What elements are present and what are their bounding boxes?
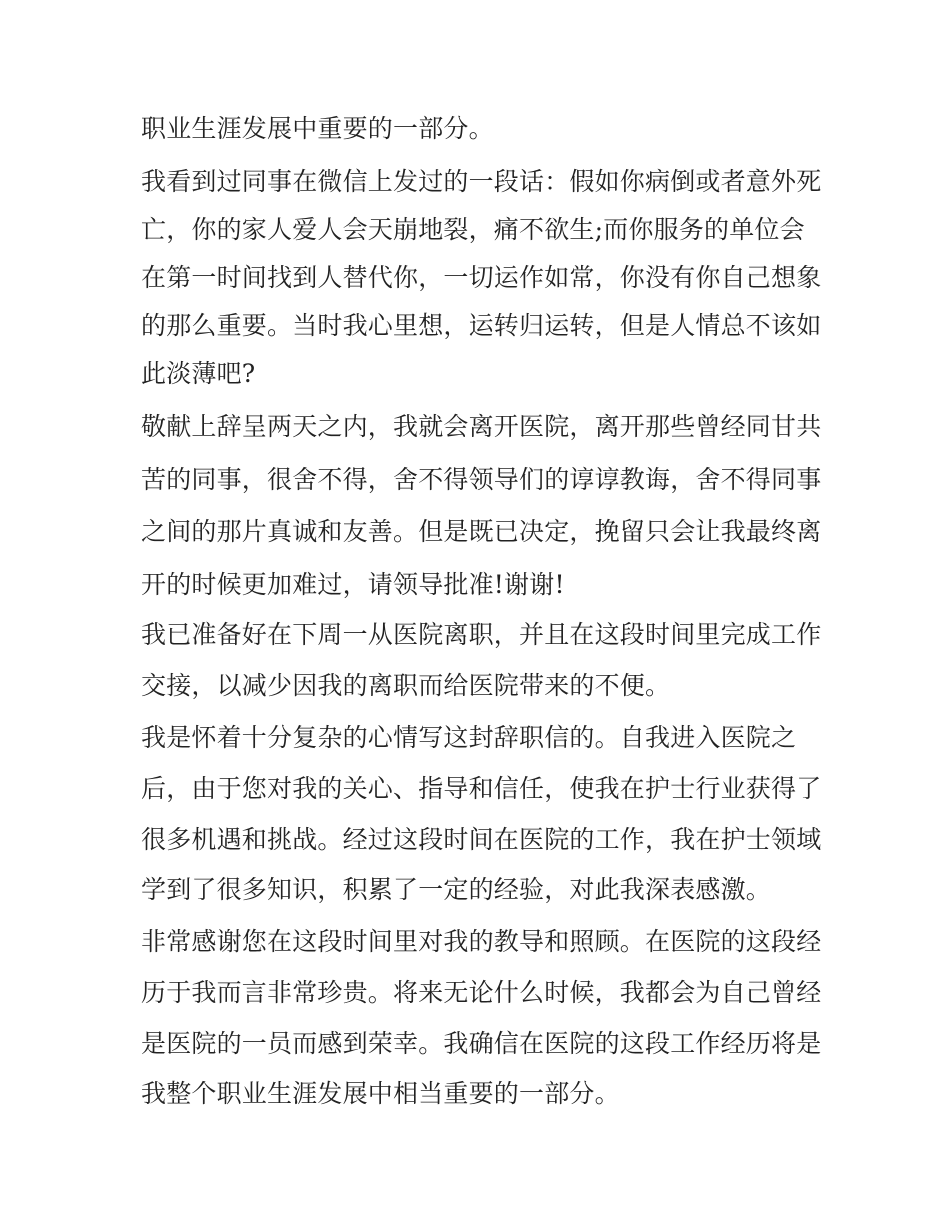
text-line-2: 我看到过同事在微信上发过的一段话：假如你病倒或者意外死 bbox=[141, 167, 822, 196]
text-line-17: 非常感谢您在这段时间里对我的教导和照顾。在医院的这段经 bbox=[141, 927, 822, 956]
text-line-15: 很多机遇和挑战。经过这段时间在医院的工作，我在护士领域 bbox=[141, 825, 822, 854]
text-line-1: 职业生涯发展中重要的一部分。 bbox=[141, 114, 494, 143]
text-line-11: 我已准备好在下周一从医院离职，并且在这段时间里完成工作 bbox=[141, 620, 822, 649]
text-line-19: 是医院的一员而感到荣幸。我确信在医院的这段工作经历将是 bbox=[141, 1029, 822, 1058]
text-line-14: 后，由于您对我的关心、指导和信任，使我在护士行业获得了 bbox=[141, 774, 822, 803]
text-line-6: 此淡薄吧? bbox=[141, 359, 256, 388]
text-line-16: 学到了很多知识，积累了一定的经验，对此我深表感激。 bbox=[141, 875, 772, 904]
text-line-5: 的那么重要。当时我心里想，运转归运转，但是人情总不该如 bbox=[141, 311, 822, 340]
text-line-12: 交接，以减少因我的离职而给医院带来的不便。 bbox=[141, 671, 671, 700]
text-line-20: 我整个职业生涯发展中相当重要的一部分。 bbox=[141, 1079, 620, 1108]
text-line-7: 敬献上辞呈两天之内，我就会离开医院，离开那些曾经同甘共 bbox=[141, 412, 822, 441]
text-line-4: 在第一时间找到人替代你，一切运作如常，你没有你自己想象 bbox=[141, 263, 822, 292]
text-line-10: 开的时候更加难过，请领导批准!谢谢! bbox=[141, 570, 565, 599]
text-line-18: 历于我而言非常珍贵。将来无论什么时候，我都会为自己曾经 bbox=[141, 978, 822, 1007]
text-line-13: 我是怀着十分复杂的心情写这封辞职信的。自我进入医院之 bbox=[141, 723, 797, 752]
text-line-8: 苦的同事，很舍不得，舍不得领导们的谆谆教诲，舍不得同事 bbox=[141, 465, 822, 494]
text-line-9: 之间的那片真诚和友善。但是既已决定，挽留只会让我最终离 bbox=[141, 517, 822, 546]
text-line-3: 亡，你的家人爱人会天崩地裂，痛不欲生;而你服务的单位会 bbox=[141, 215, 805, 244]
